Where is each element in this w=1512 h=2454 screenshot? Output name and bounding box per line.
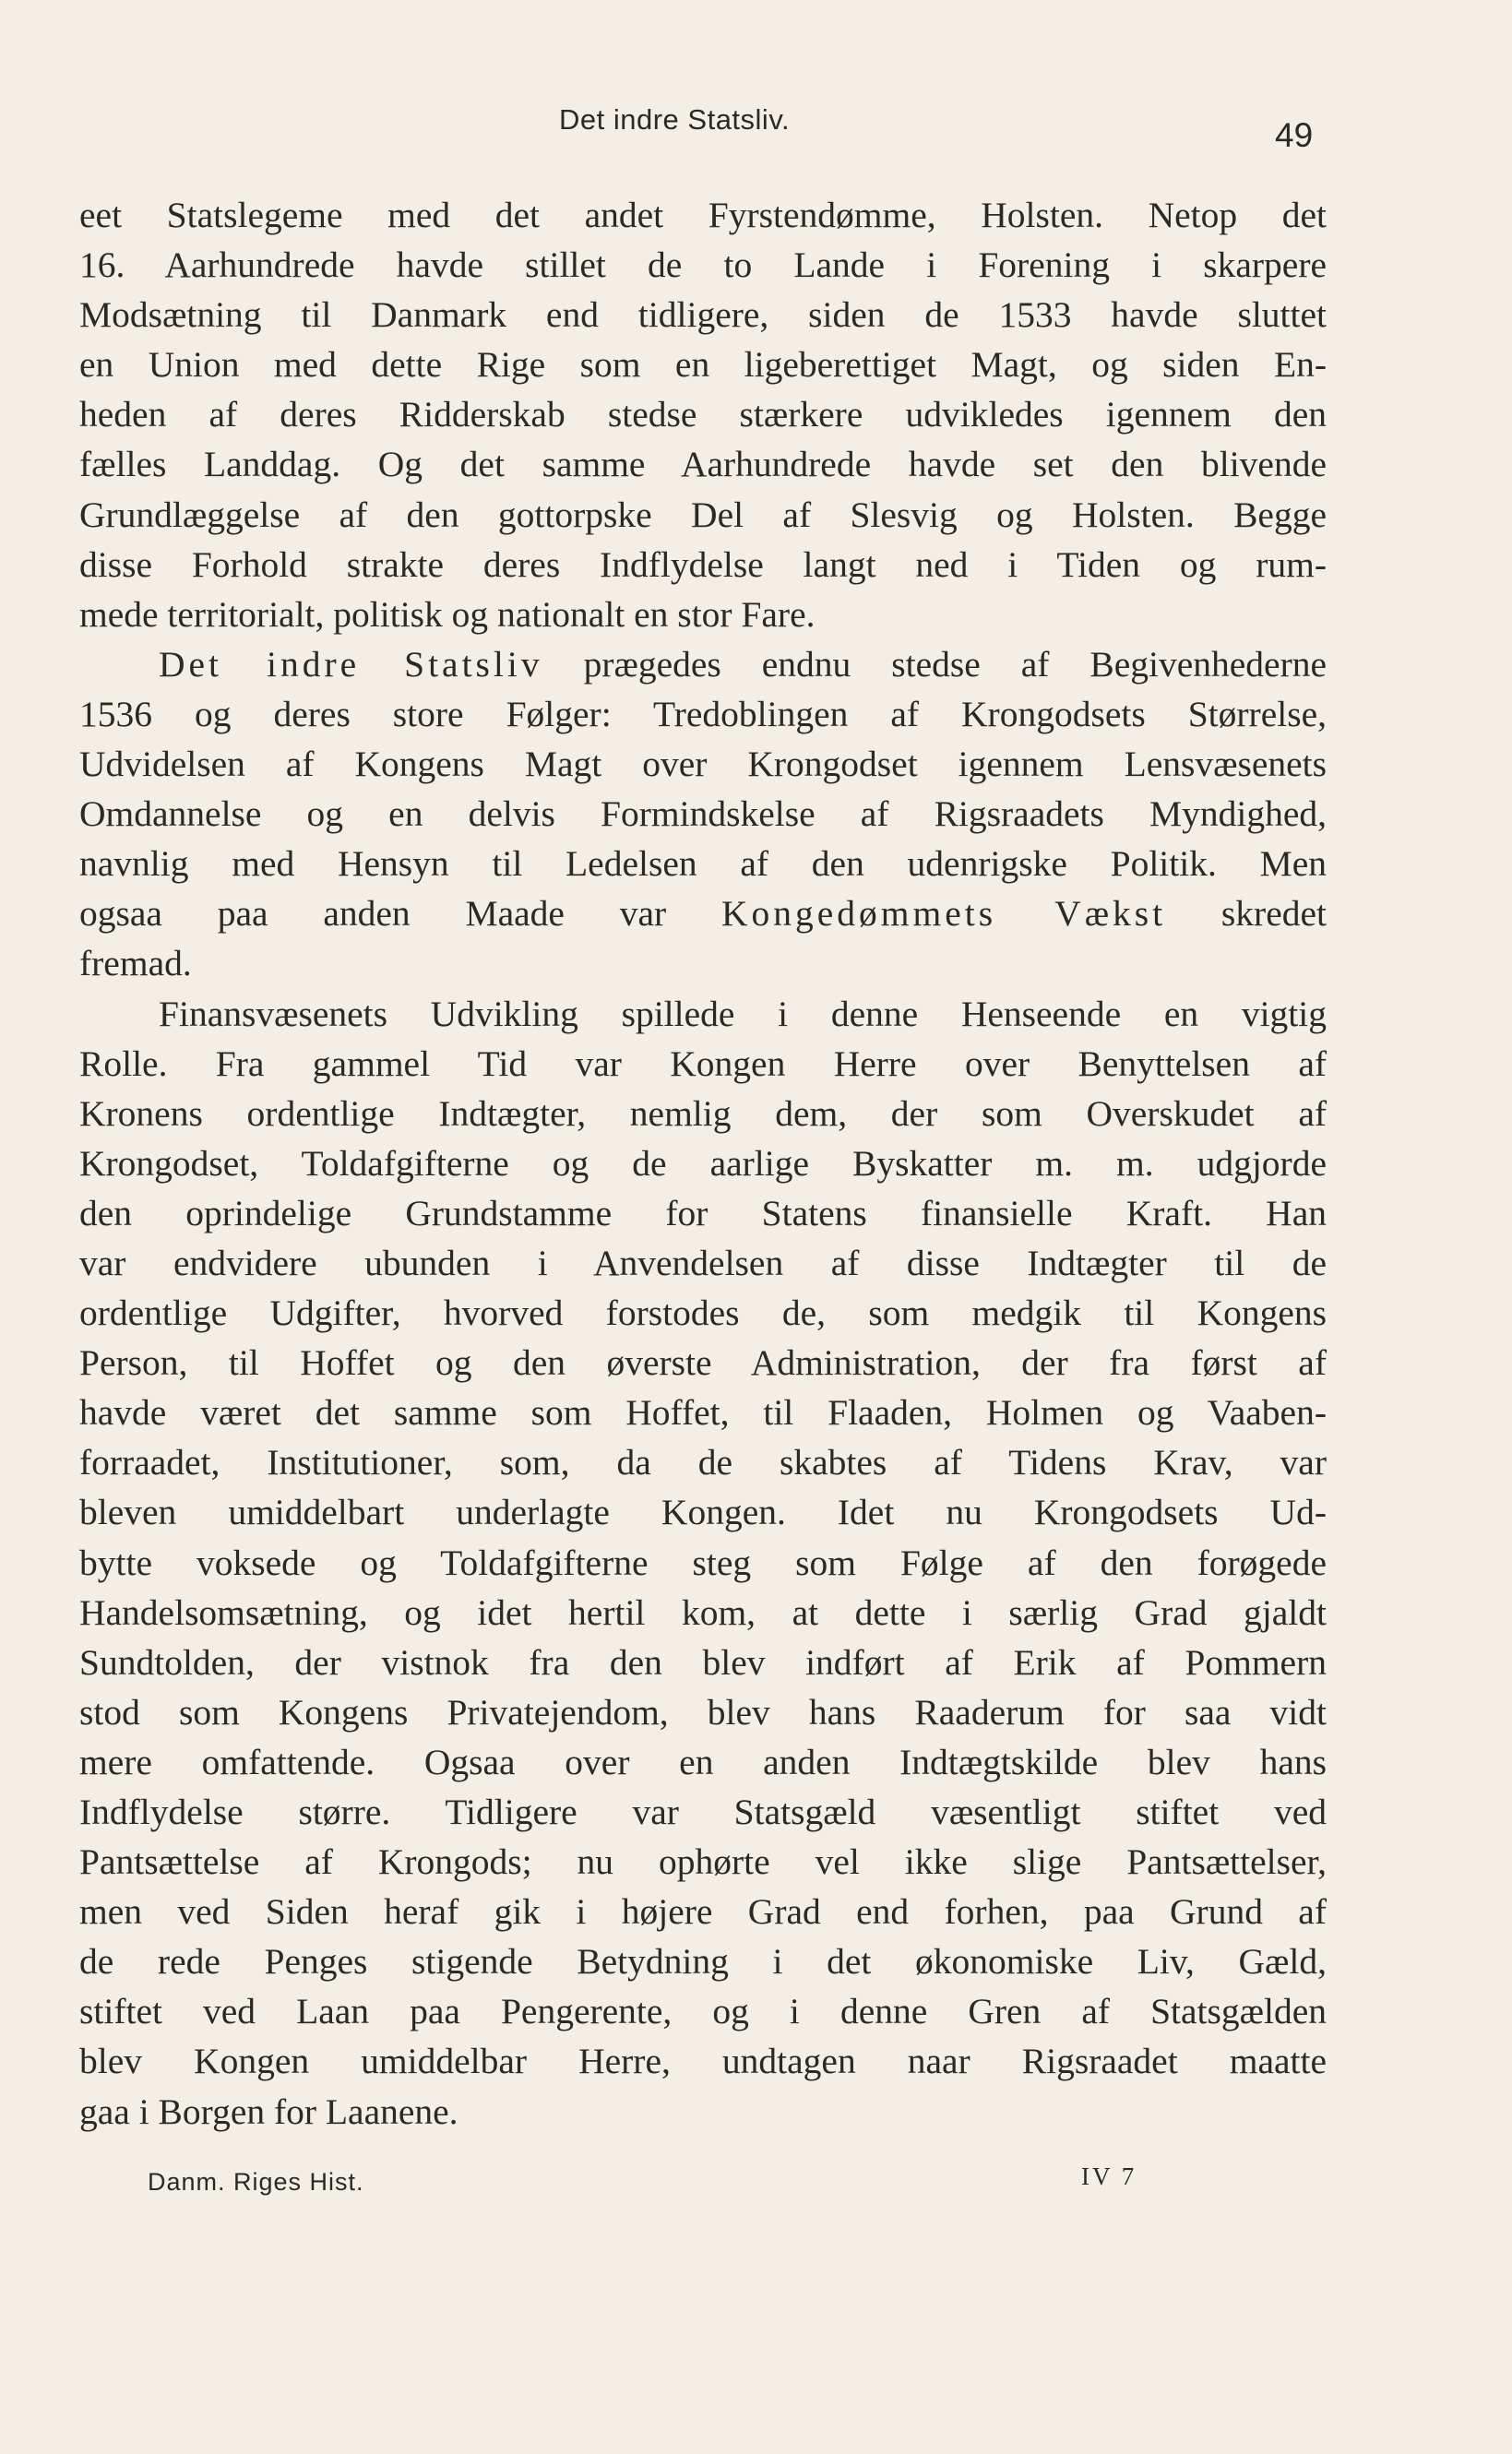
page-header (0, 100, 1512, 155)
running-head: Det indre Statsliv. (559, 103, 791, 136)
page-footer (0, 2162, 1512, 2205)
text-line: Indflydelse større. Tidligere var Statsgæld væsentligt stiftet ved (79, 1792, 1327, 1832)
text-line: mere omfattende. Ogsaa over en anden Indtægtskilde blev hans (79, 1741, 1327, 1782)
text-line: Modsætning til Danmark end tidligere, siden de 1533 havde sluttet (79, 294, 1327, 336)
text-line: Krongodset, Toldafgifterne og de aarlige Byskatter m. m. udgjorde (79, 1142, 1327, 1184)
text-line: den oprindelige Grundstamme for Statens finansielle Kraft. Han (79, 1192, 1327, 1233)
text-line: Udvidelsen af Kongens Magt over Krongodset igennem Lensvæsenets (79, 744, 1327, 785)
text-line: gaa i Borgen for Laanene. (79, 2091, 458, 2132)
text-line: stod som Kongens Privatejendom, blev hans Raaderum for saa vidt (79, 1691, 1327, 1733)
text-line: heden af deres Ridderskab stedse stærkere udvikledes igennem den (79, 394, 1327, 435)
text-line: Kronens ordentlige Indtægter, nemlig dem, der som Overskudet af (79, 1092, 1327, 1134)
text-line: fremad. (79, 943, 192, 984)
text-line: Pantsættelse af Krongods; nu ophørte vel ikke slige Pantsættelser, (79, 1841, 1327, 1883)
text-line: Rolle. Fra gammel Tid var Kongen Herre over Benyttelsen af (79, 1042, 1327, 1084)
text-line: en Union med dette Rige som en ligeberettiget Magt, og siden En- (79, 344, 1327, 386)
signature-mark: Danm. Riges Hist. (148, 2168, 364, 2196)
text-line: Det indre Statsliv prægedes endnu stedse af Begivenhederne (159, 643, 1327, 685)
text-line: fælles Landdag. Og det samme Aarhundrede havde set den blivende (79, 444, 1327, 485)
text-line: Finansvæsenets Udvikling spillede i denne Henseende en vigtig (159, 993, 1327, 1034)
text-line: forraadet, Institutioner, som, da de skabtes af Tidens Krav, var (79, 1442, 1327, 1483)
text-line: de rede Penges stigende Betydning i det økonomiske Liv, Gæld, (79, 1941, 1327, 1983)
text-line: ordentlige Udgifter, hvorved forstodes de, som medgik til Kongens (79, 1293, 1327, 1334)
text-line: Sundtolden, der vistnok fra den blev indført af Erik af Pommern (79, 1641, 1327, 1683)
page-number: 49 (1275, 116, 1314, 154)
text-line: Handelsomsætning, og idet hertil kom, at dette i særlig Grad gjaldt (79, 1591, 1327, 1633)
text-line: mede territorialt, politisk og nationalt en stor Fare. (79, 593, 816, 635)
text-line: Grundlæggelse af den gottorpske Del af Slesvig og Holsten. Begge (79, 494, 1327, 535)
text-line: 16. Aarhundrede havde stillet de to Lande i Forening i skarpere (79, 244, 1327, 286)
text-line: disse Forhold strakte deres Indflydelse langt ned i Tiden og rum- (79, 543, 1327, 585)
text-line: eet Statslegeme med det andet Fyrstendømme, Holsten. Netop det (79, 195, 1327, 235)
text-line: stiftet ved Laan paa Pengerente, og i denne Gren af Statsgælden (79, 1991, 1327, 2032)
text-line: men ved Siden heraf gik i højere Grad end forhen, paa Grund af (79, 1891, 1327, 1933)
text-line: navnlig med Hensyn til Ledelsen af den udenrigske Politik. Men (79, 843, 1327, 885)
text-line: bleven umiddelbart underlagte Kongen. Idet nu Krongodsets Ud- (79, 1492, 1327, 1533)
text-line: ogsaa paa anden Maade var Kongedømmets Vækst skredet (79, 893, 1327, 935)
emphasized-phrase: Det indre Statsliv (159, 643, 543, 685)
text-line: havde været det samme som Hoffet, til Flaaden, Holmen og Vaaben- (79, 1392, 1327, 1434)
signature-number: IV 7 (1081, 2162, 1137, 2190)
text-line: 1536 og deres store Følger: Tredoblingen af Krongodsets Størrelse, (79, 693, 1327, 734)
body-text (79, 190, 1327, 2137)
text-line: Person, til Hoffet og den øverste Administration, der fra først af (79, 1342, 1327, 1384)
emphasized-phrase: Kongedømmets Vækst (720, 893, 1167, 935)
text-line: blev Kongen umiddelbar Herre, undtagen naar Rigsraadet maatte (79, 2041, 1327, 2082)
text-line: Omdannelse og en delvis Formindskelse af Rigsraadets Myndighed, (79, 793, 1327, 835)
text-line: bytte voksede og Toldafgifterne steg som Følge af den forøgede (79, 1542, 1327, 1583)
text-line: var endvidere ubunden i Anvendelsen af disse Indtægter til de (79, 1242, 1327, 1283)
